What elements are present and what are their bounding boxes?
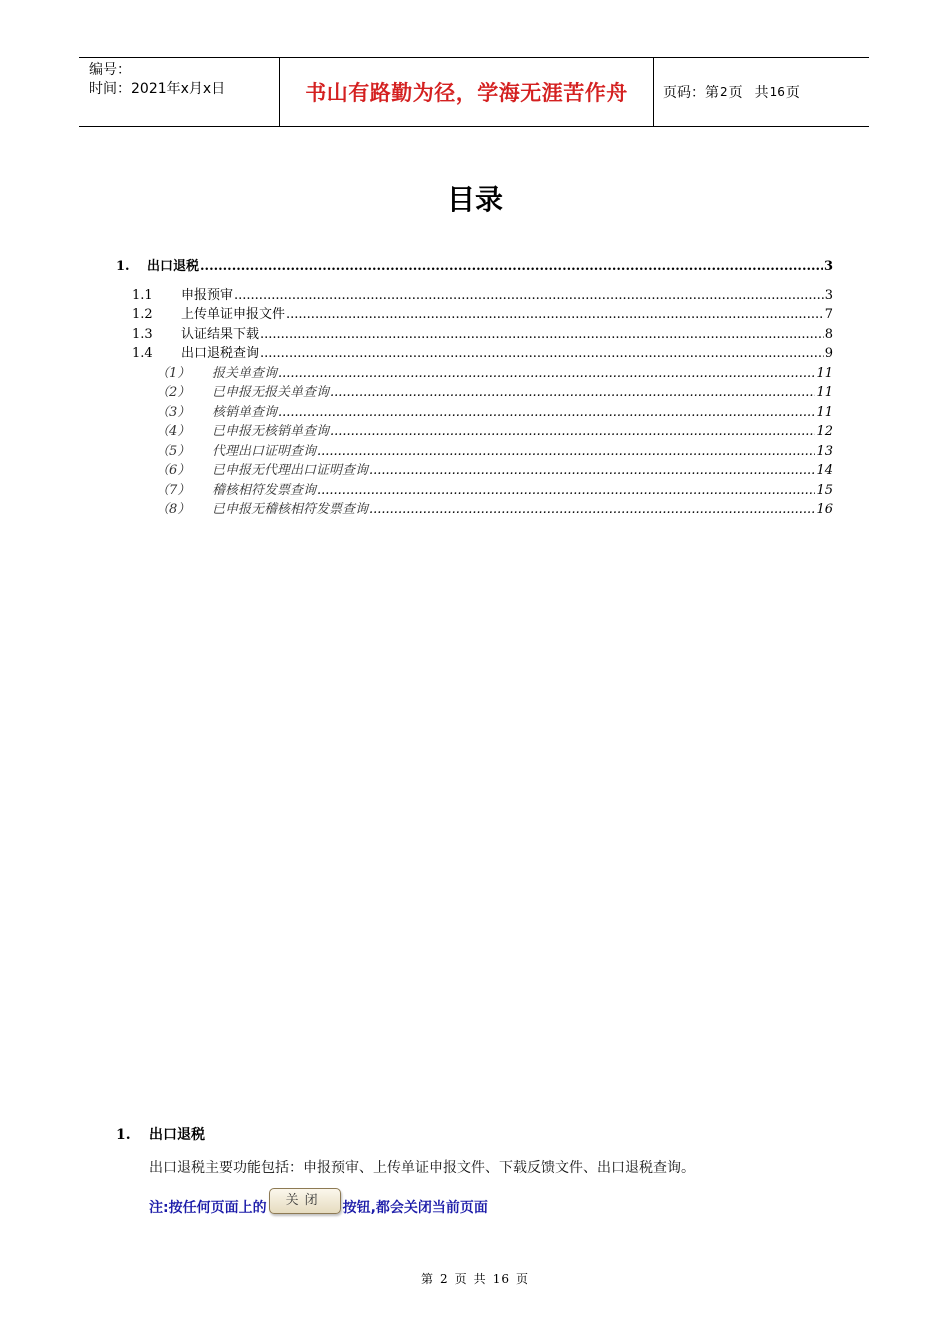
note-text-before: 注:按任何页面上的 [149, 1200, 267, 1216]
section-body: 出口退税主要功能包括：申报预审、上传单证申报文件、下载反馈文件、出口退税查询。 [149, 1160, 695, 1176]
toc-entry-page: 16 [816, 502, 833, 517]
toc-entry-label: 申报预审 [181, 287, 234, 303]
toc-entry[interactable] [116, 381, 833, 401]
header-meta [79, 58, 280, 126]
page-header [79, 57, 869, 127]
toc-entry-page: 11 [816, 404, 833, 420]
toc-entry-page: 3 [823, 259, 833, 274]
toc-entry-number: 1.1 [132, 287, 153, 303]
header-motto: 书山有路勤为径，学海无涯苦作舟 [280, 58, 654, 126]
toc-entry[interactable] [116, 459, 833, 479]
toc-entry[interactable] [116, 401, 833, 421]
footer-prefix: 第 [421, 1272, 435, 1286]
toc-entry-label: 代理出口证明查询 [212, 443, 317, 459]
toc-leader [260, 327, 824, 342]
toc-leader [317, 483, 815, 498]
toc-leader [260, 346, 824, 361]
toc-entry[interactable] [116, 498, 833, 518]
toc-entry-label: 报关单查询 [212, 365, 278, 381]
toc-entry-label: 已申报无核销单查询 [212, 424, 330, 439]
toc-entry-page: 15 [816, 482, 833, 498]
toc-entry-number: （5） [156, 443, 191, 459]
page-current: 2 [720, 85, 728, 99]
toc-entry-label: 核销单查询 [212, 404, 278, 420]
footer-current: 2 [440, 1272, 449, 1286]
toc-entry-page: 11 [816, 385, 833, 400]
toc-leader [200, 259, 823, 274]
toc-entry[interactable] [116, 255, 833, 275]
toc-entry-label: 出口退税 [147, 259, 200, 274]
section-number: 1. [116, 1127, 131, 1143]
toc-entry-label: 上传单证申报文件 [181, 307, 286, 322]
header-page-info [654, 58, 869, 126]
section-title: 出口退税 [149, 1127, 205, 1143]
toc-entry-number: （6） [156, 463, 191, 478]
toc-leader [330, 424, 815, 439]
toc-entry[interactable] [116, 420, 833, 440]
note-text-after: 按钮,都会关闭当前页面 [342, 1200, 488, 1216]
toc-entry-number: （2） [156, 385, 191, 400]
toc-leader [369, 463, 815, 478]
footer-total-prefix: 共 [473, 1272, 487, 1286]
toc-entry-number: 1.4 [132, 346, 153, 361]
toc-entry-label: 认证结果下载 [181, 326, 260, 342]
page-prefix: 页码：第 [663, 85, 719, 101]
toc-entry-number: （4） [156, 424, 191, 439]
toc-entry-page: 3 [824, 287, 833, 303]
doc-number-label: 编号： [89, 62, 131, 78]
toc-leader [278, 405, 815, 420]
toc-entry-page: 8 [824, 326, 833, 342]
toc-entry[interactable] [116, 342, 833, 362]
toc-entry-number: （1） [156, 365, 191, 381]
toc-entry-label: 已申报无稽核相符发票查询 [212, 502, 369, 517]
footer-total: 16 [492, 1272, 510, 1286]
footer-mid: 页 [454, 1272, 468, 1286]
page-title: 目录 [446, 183, 503, 216]
page-mid: 页 [728, 85, 743, 101]
toc-entry-label: 稽核相符发票查询 [212, 482, 317, 498]
toc-entry[interactable] [116, 479, 833, 499]
toc-entry-page: 9 [824, 346, 833, 361]
page-suffix: 页 [785, 85, 800, 101]
toc-entry-number: （7） [156, 482, 191, 498]
page-total-prefix: 共 [754, 85, 769, 101]
toc-leader [317, 444, 815, 459]
toc-entry-page: 14 [816, 463, 833, 478]
toc-entry-number: 1. [116, 259, 130, 274]
page-total: 16 [769, 85, 785, 99]
toc-entry[interactable] [116, 362, 833, 382]
toc-entry-label: 已申报无代理出口证明查询 [212, 463, 369, 478]
toc-entry-page: 11 [816, 365, 833, 381]
table-of-contents [116, 255, 833, 518]
toc-entry[interactable] [116, 323, 833, 343]
close-button[interactable]: 关闭 [269, 1188, 341, 1214]
toc-entry[interactable] [116, 440, 833, 460]
toc-entry-label: 出口退税查询 [181, 346, 260, 361]
toc-entry-page: 12 [816, 424, 833, 439]
doc-date: 时间：2021年x月x日 [89, 81, 226, 97]
toc-entry-number: 1.3 [132, 326, 153, 342]
toc-leader [286, 307, 824, 322]
toc-entry-label: 已申报无报关单查询 [212, 385, 330, 400]
toc-leader [278, 366, 815, 381]
toc-leader [330, 385, 815, 400]
toc-leader [234, 288, 824, 303]
toc-entry[interactable] [116, 303, 833, 323]
footer-suffix: 页 [515, 1272, 529, 1286]
toc-entry-page: 7 [824, 307, 833, 322]
toc-entry-number: 1.2 [132, 307, 153, 322]
page-footer [0, 1270, 950, 1287]
toc-entry-number: （8） [156, 502, 191, 517]
toc-entry-page: 13 [816, 443, 833, 459]
toc-entry[interactable] [116, 284, 833, 304]
section-heading [116, 1124, 205, 1144]
note [149, 1194, 488, 1220]
toc-entry-number: （3） [156, 404, 191, 420]
toc-leader [369, 502, 815, 517]
